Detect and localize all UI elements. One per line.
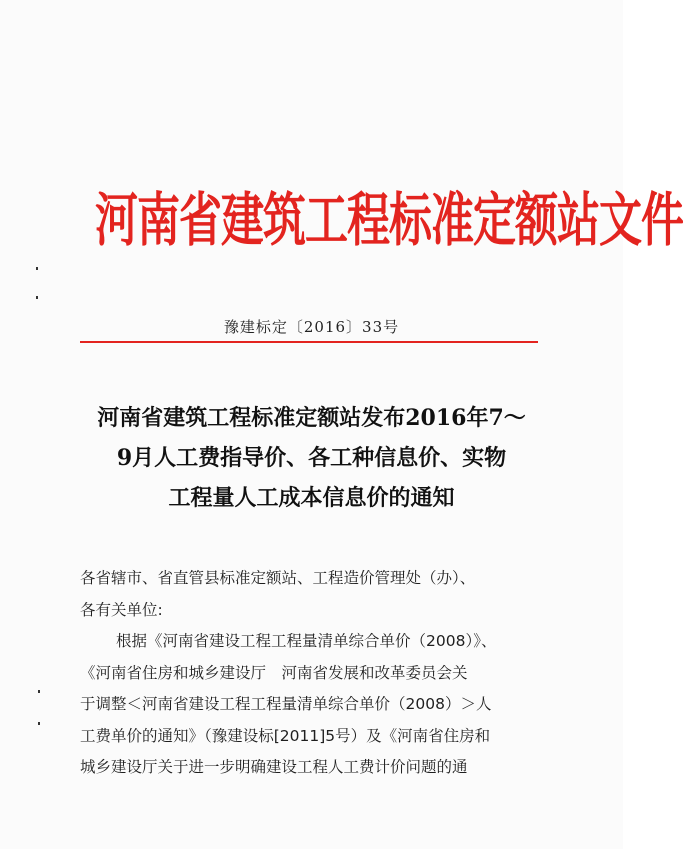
body-paragraph-line: 《河南省住房和城乡建设厅 河南省发展和改革委员会关 bbox=[80, 663, 468, 682]
issuer-header-title: 河南省建筑工程标准定额站文件 bbox=[95, 187, 683, 255]
notice-title-line: 河南省建筑工程标准定额站发布2016年7～ bbox=[97, 405, 526, 431]
document-number: 豫建标定〔2016〕33号 bbox=[223, 318, 400, 336]
notice-body bbox=[80, 563, 550, 784]
scan-speck bbox=[36, 296, 38, 299]
scan-speck bbox=[38, 690, 40, 693]
body-paragraph-line: 根据《河南省建设工程工程量清单综合单价（2008）》、 bbox=[116, 632, 497, 650]
notice-title-line: 工程量人工成本信息价的通知 bbox=[168, 485, 455, 511]
body-paragraph-line: 于调整＜河南省建设工程工程量清单综合单价（2008）＞人 bbox=[80, 695, 492, 713]
header-divider-rule bbox=[80, 341, 538, 343]
notice-title bbox=[70, 398, 553, 518]
notice-title-line: 9月人工费指导价、各工种信息价、实物 bbox=[116, 445, 507, 471]
addressee-line: 各省辖市、省直管县标准定额站、工程造价管理处（办）、 bbox=[80, 569, 476, 587]
body-paragraph-line: 城乡建设厅关于进一步明确建设工程人工费计价问题的通 bbox=[80, 758, 468, 776]
scan-speck bbox=[38, 722, 40, 725]
addressee-line: 各有关单位: bbox=[80, 600, 163, 619]
scan-speck bbox=[36, 267, 38, 270]
body-paragraph-line: 工费单价的通知》（豫建设标[2011]5号）及《河南省住房和 bbox=[80, 726, 491, 745]
